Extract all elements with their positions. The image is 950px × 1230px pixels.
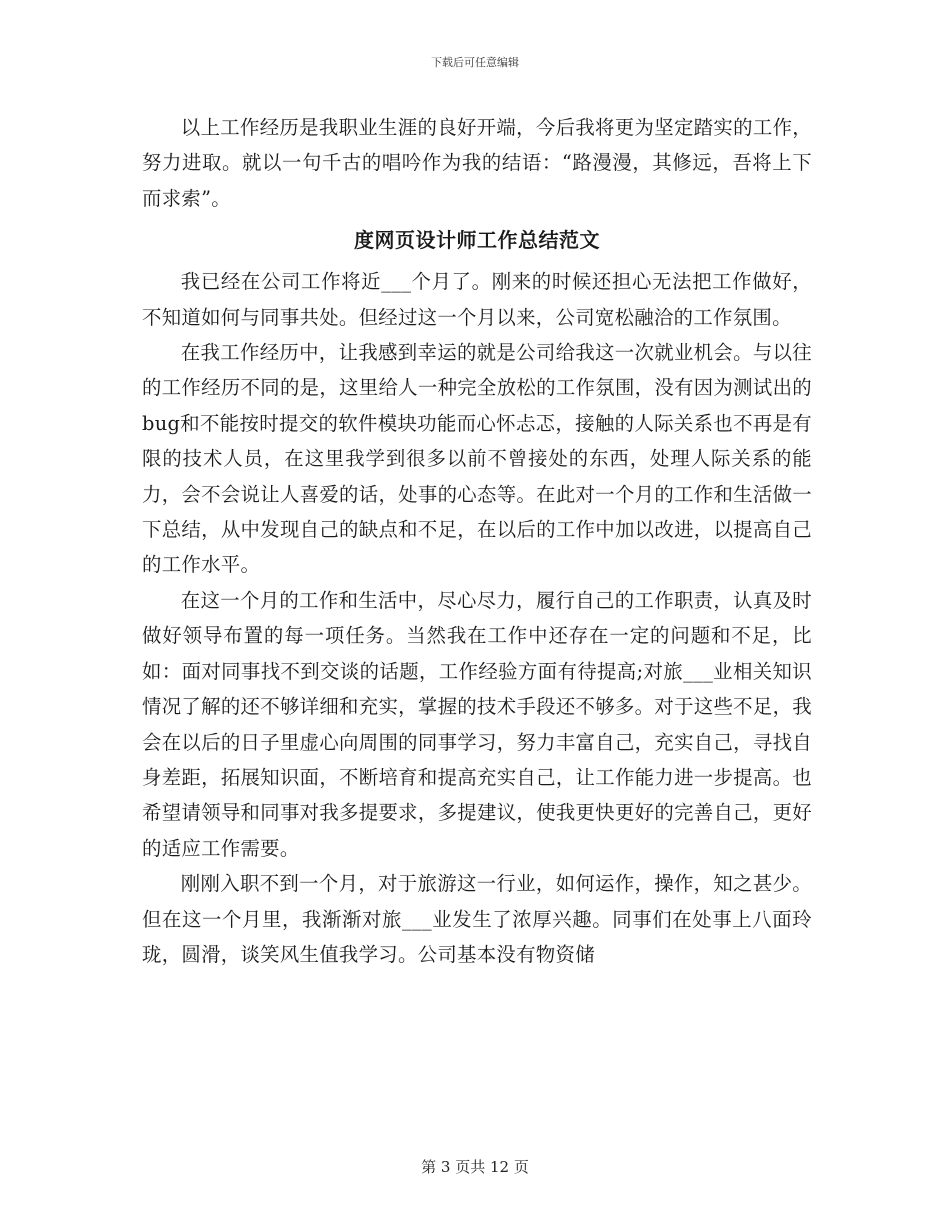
intro-paragraph: 以上工作经历是我职业生涯的良好开端，今后我将更为坚定踏实的工作，努力进取。就以一句千古的唱吟作为我的结语：“路漫漫，其修远，吾将上下而求索”。 <box>142 116 812 210</box>
paragraph-3: 在这一个月的工作和生活中，尽心尽力，履行自己的工作职责，认真及时做好领导布置的每一项任务。当然我在工作中还存在一定的问题和不足，比如：面对同事找不到交谈的话题，工作经验方面有待提高;对旅___业相关知识情况了解的还不够详细和充实，掌握的技术手段还不够多。对于这些不足，我会在以后的日子里虚心向周围的同事学习，努力丰富自己，充实自己，寻找自身差距，拓展知识面，不断培育和提高充实自己，让工作能力进一步提高。也希望请领导和同事对我多提要求，多提建议，使我更快更好的完善自己，更好的适应工作需要。 <box>142 588 812 860</box>
document-body <box>142 110 812 972</box>
page-number-footer: 第 3 页共 12 页 <box>421 1158 529 1176</box>
paragraph-1: 我已经在公司工作将近___个月了。刚来的时候还担心无法把工作做好，不知道如何与同事共处。但经过这一个月以来，公司宽松融洽的工作氛围。 <box>142 270 812 329</box>
document-title: 度网页设计师工作总结范文 <box>354 228 600 253</box>
paragraph-4: 刚刚入职不到一个月，对于旅游这一行业，如何运作，操作，知之甚少。但在这一个月里，我渐渐对旅___业发生了浓厚兴趣。同事们在处事上八面玲珑，圆滑，谈笑风生值我学习。公司基本没有物资储 <box>142 872 812 966</box>
header-note: 下载后可任意编辑 <box>431 56 519 69</box>
paragraph-2: 在我工作经历中，让我感到幸运的就是公司给我这一次就业机会。与以往的工作经历不同的是，这里给人一种完全放松的工作氛围，没有因为测试出的bug和不能按时提交的软件模块功能而心怀忐忑，接触的人际关系也不再是有限的技术人员，在这里我学到很多以前不曾接处的东西，处理人际关系的能力，会不会说让人喜爱的话，处事的心态等。在此对一个月的工作和生活做一下总结，从中发现自己的缺点和不足，在以后的工作中加以改进，以提高自己的工作水平。 <box>142 341 812 577</box>
